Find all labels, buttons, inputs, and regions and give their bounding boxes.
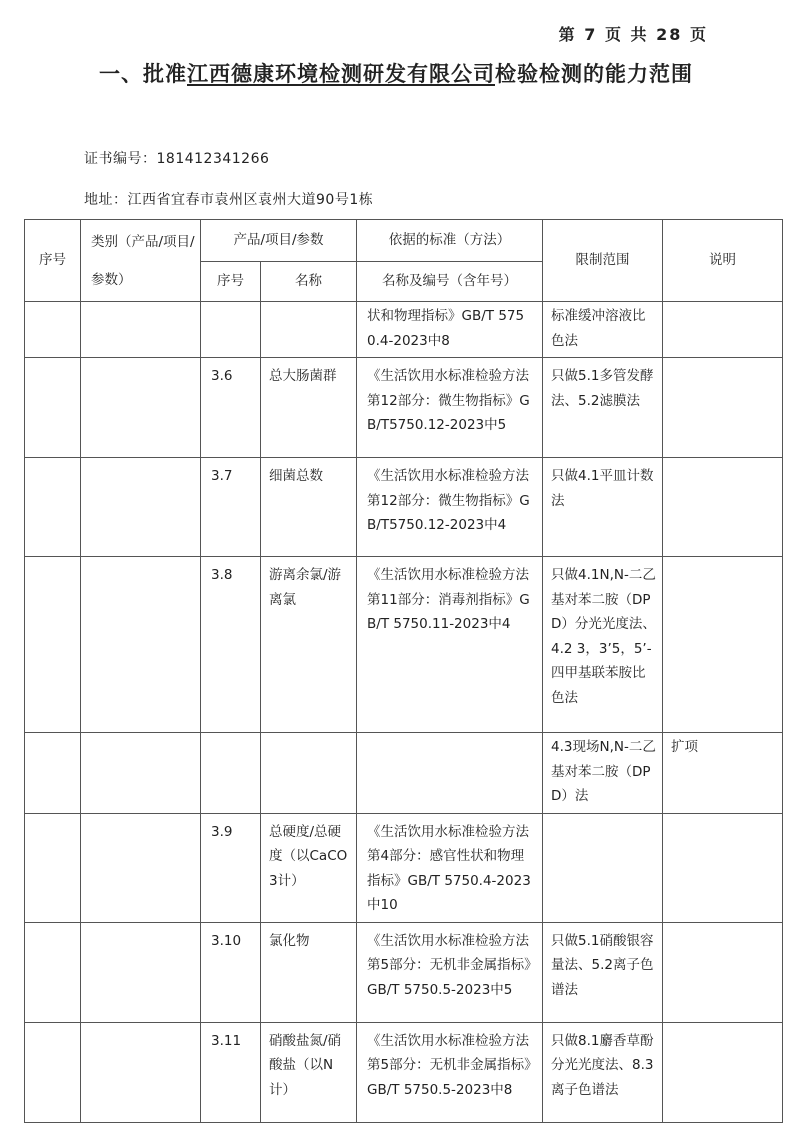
- cell-note: [663, 1022, 783, 1122]
- page-number: 第 7 页 共 28 页: [558, 25, 708, 44]
- cell-seq: [25, 922, 81, 1022]
- cell-limit: 只做8.1麝香草酚分光光度法、8.3离子色谱法: [543, 1022, 663, 1122]
- cell-category: [81, 922, 201, 1022]
- cell-note: [663, 458, 783, 557]
- cell-note: [663, 302, 783, 358]
- cell-sub-seq: 3.9: [201, 813, 261, 922]
- table-row: [25, 813, 783, 922]
- cell-sub-seq: 3.11: [201, 1022, 261, 1122]
- cell-standard: 《生活饮用水标准检验方法 第5部分：无机非金属指标》GB/T 5750.5-2023中8: [357, 1022, 543, 1122]
- header-standard-sub: 名称及编号（含年号）: [357, 262, 543, 302]
- table-row: [25, 922, 783, 1022]
- cell-standard: 《生活饮用水标准检验方法 第12部分：微生物指标》GB/T5750.12-2023中5: [357, 358, 543, 458]
- document-title: 一、批准江西德康环境检测研发有限公司检验检测的能力范围: [99, 62, 693, 86]
- cell-seq: [25, 733, 81, 814]
- cell-standard: 《生活饮用水标准检验方法 第5部分：无机非金属指标》GB/T 5750.5-2023中5: [357, 922, 543, 1022]
- table-row: [25, 458, 783, 557]
- header-category: 类别（产品/项目/参数）: [81, 220, 201, 302]
- cell-sub-seq: [201, 733, 261, 814]
- header-note: 说明: [663, 220, 783, 302]
- cell-seq: [25, 557, 81, 733]
- header-name: 名称: [261, 262, 357, 302]
- cell-standard: 《生活饮用水标准检验方法 第12部分：微生物指标》GB/T5750.12-2023中4: [357, 458, 543, 557]
- cell-name: 细菌总数: [261, 458, 357, 557]
- cell-limit: 只做5.1硝酸银容量法、5.2离子色谱法: [543, 922, 663, 1022]
- cell-category: [81, 358, 201, 458]
- cell-standard: 《生活饮用水标准检验方法 第4部分：感官性状和物理指标》GB/T 5750.4-2023中10: [357, 813, 543, 922]
- cell-seq: [25, 302, 81, 358]
- cell-limit: [543, 813, 663, 922]
- table-row: [25, 733, 783, 814]
- cell-note: [663, 557, 783, 733]
- header-seq: 序号: [25, 220, 81, 302]
- cell-limit: 只做4.1N,N-二乙基对苯二胺（DPD）分光光度法、4.2 3，3’5，5’-四甲基联苯胺比色法: [543, 557, 663, 733]
- cell-note: 扩项: [663, 733, 783, 814]
- organization-name: 江西德康环境检测研发有限公司: [187, 62, 495, 86]
- cell-sub-seq: 3.10: [201, 922, 261, 1022]
- cell-category: [81, 733, 201, 814]
- cell-seq: [25, 458, 81, 557]
- table-row: [25, 1022, 783, 1122]
- cell-category: [81, 813, 201, 922]
- cell-note: [663, 358, 783, 458]
- header-limit: 限制范围: [543, 220, 663, 302]
- cell-limit: 只做5.1多管发酵法、5.2滤膜法: [543, 358, 663, 458]
- total-pages: 28: [656, 25, 683, 44]
- capability-scope-table: [24, 219, 783, 1123]
- cell-name: 总硬度/总硬度（以CaCO3计）: [261, 813, 357, 922]
- cell-sub-seq: [201, 302, 261, 358]
- cell-note: [663, 922, 783, 1022]
- certificate-number: 证书编号：181412341266: [84, 151, 270, 167]
- table-row: [25, 358, 783, 458]
- header-product-group: 产品/项目/参数: [201, 220, 357, 262]
- address: 地址：江西省宜春市袁州区袁州大道90号1栋: [84, 192, 374, 208]
- header-sub-seq: 序号: [201, 262, 261, 302]
- cell-note: [663, 813, 783, 922]
- cell-category: [81, 458, 201, 557]
- cell-sub-seq: 3.6: [201, 358, 261, 458]
- cell-sub-seq: 3.7: [201, 458, 261, 557]
- current-page: 7: [584, 25, 598, 44]
- cell-seq: [25, 358, 81, 458]
- cell-sub-seq: 3.8: [201, 557, 261, 733]
- cell-name: 氯化物: [261, 922, 357, 1022]
- cell-limit: 标准缓冲溶液比色法: [543, 302, 663, 358]
- cell-limit: 4.3现场N,N-二乙基对苯二胺（DPD）法: [543, 733, 663, 814]
- cell-standard: 状和物理指标》GB/T 5750.4-2023中8: [357, 302, 543, 358]
- cell-name: [261, 733, 357, 814]
- cell-standard: [357, 733, 543, 814]
- cell-seq: [25, 813, 81, 922]
- cell-standard: 《生活饮用水标准检验方法 第11部分：消毒剂指标》GB/T 5750.11-2023中4: [357, 557, 543, 733]
- cell-category: [81, 302, 201, 358]
- cell-category: [81, 557, 201, 733]
- cell-name: 硝酸盐氮/硝酸盐（以N计）: [261, 1022, 357, 1122]
- cell-limit: 只做4.1平皿计数法: [543, 458, 663, 557]
- cell-seq: [25, 1022, 81, 1122]
- cell-name: 总大肠菌群: [261, 358, 357, 458]
- header-standard-group: 依据的标准（方法）: [357, 220, 543, 262]
- table-row: [25, 557, 783, 733]
- cell-name: 游离余氯/游离氯: [261, 557, 357, 733]
- table-row: [25, 302, 783, 358]
- cell-category: [81, 1022, 201, 1122]
- cell-name: [261, 302, 357, 358]
